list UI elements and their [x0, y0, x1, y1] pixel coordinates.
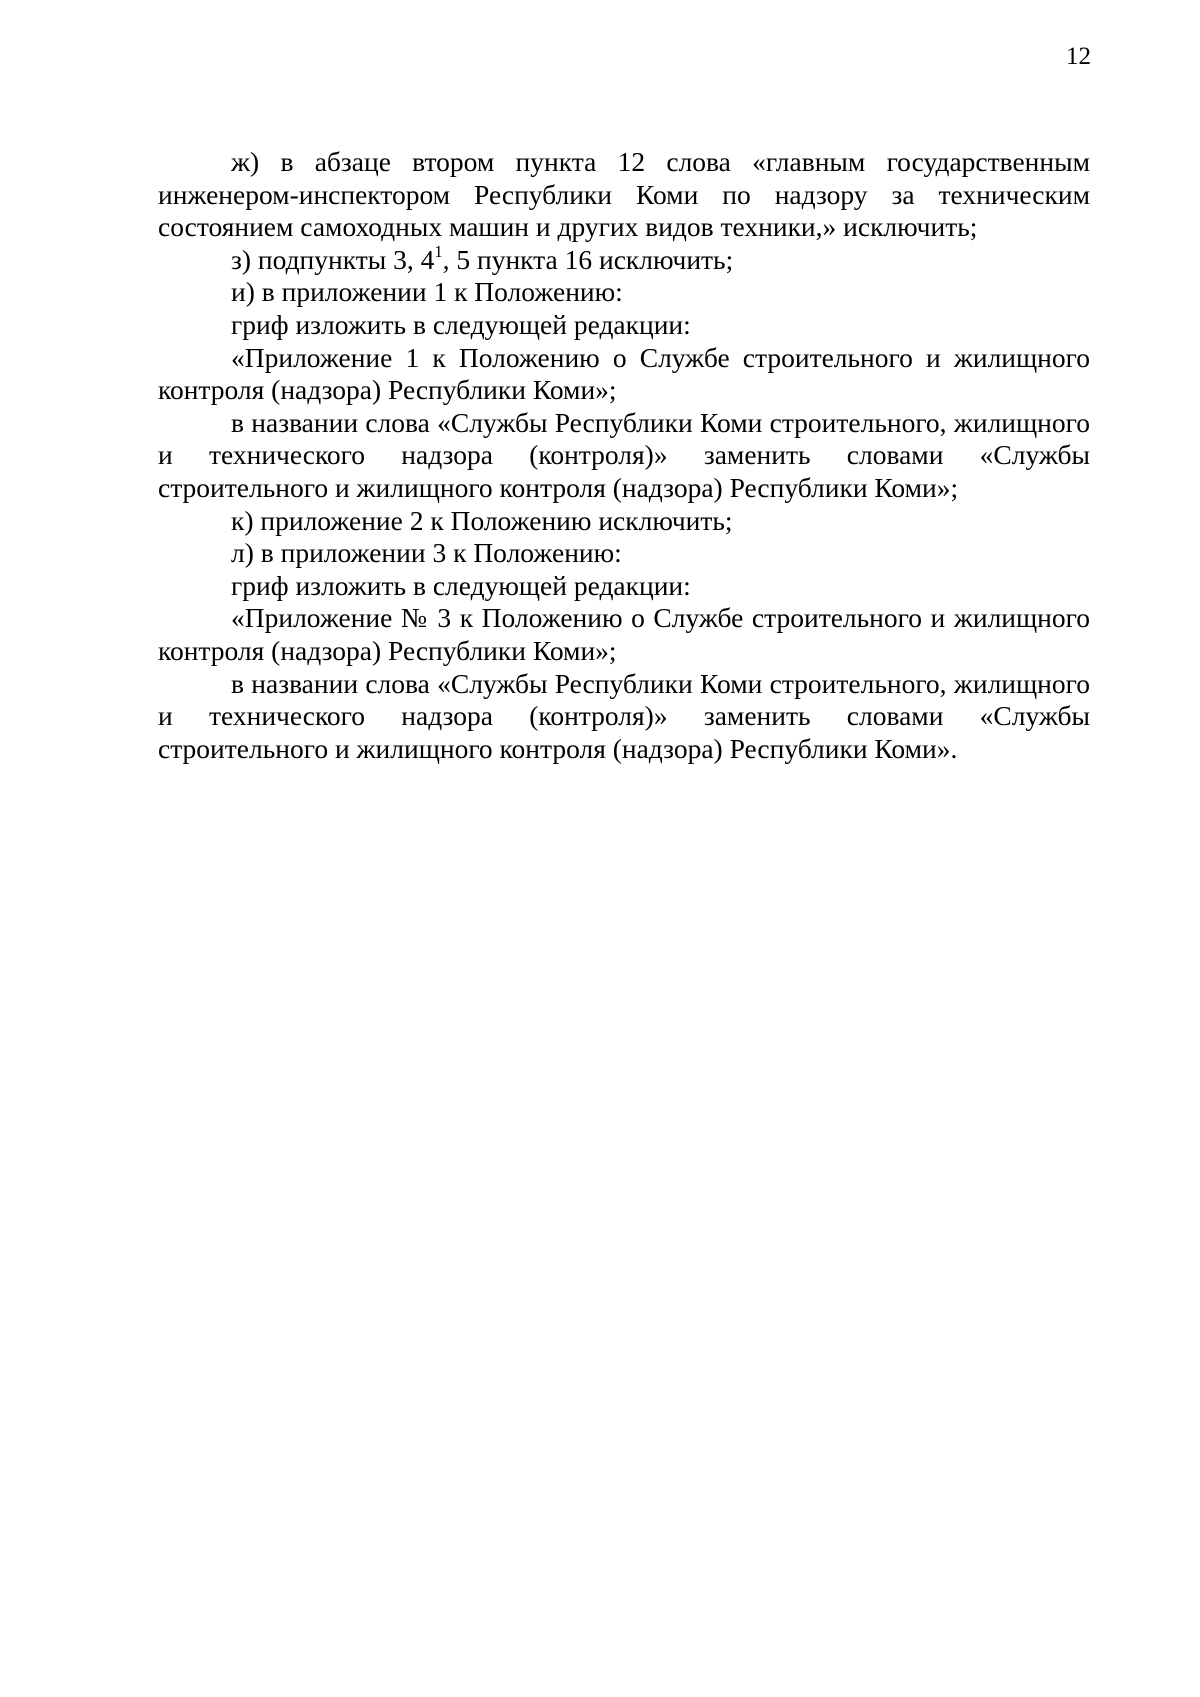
- paragraph-appendix-1-title: «Приложение 1 к Положению о Службе строительного и жилищного контроля (надзора) Республики Коми»;: [158, 341, 1090, 406]
- document-body: [158, 146, 1090, 765]
- paragraph-l: л) в приложении 3 к Положению:: [231, 537, 622, 569]
- page-number: 12: [1066, 43, 1091, 70]
- paragraph-z-start: з) подпункты 3, 4: [231, 243, 435, 275]
- paragraph-z-end: , 5 пункта 16 исключить;: [442, 243, 734, 275]
- paragraph-grif-1: гриф изложить в следующей редакции:: [231, 308, 691, 340]
- paragraph-zh: ж) в абзаце втором пункта 12 слова «главным государственным инженером-инспектором Республики Коми по надзору за техническим состоянием самоходных машин и других видов техники,» исключить;: [158, 146, 1090, 243]
- paragraph-k: к) приложение 2 к Положению исключить;: [231, 504, 733, 536]
- paragraph-name-change-3: в названии слова «Службы Республики Коми строительного, жилищного и технического надзора (контроля)» заменить словами «Службы строительного и жилищного контроля (надзора) Республики Коми».: [158, 667, 1090, 764]
- paragraph-i: и) в приложении 1 к Положению:: [231, 276, 623, 308]
- paragraph-grif-3: гриф изложить в следующей редакции:: [231, 569, 691, 601]
- superscript: 1: [434, 241, 443, 261]
- paragraph-appendix-3-title: «Приложение № 3 к Положению о Службе строительного и жилищного контроля (надзора) Республики Коми»;: [158, 602, 1090, 666]
- paragraph-z: [158, 241, 1090, 277]
- paragraph-name-change-1: в названии слова «Службы Республики Коми строительного, жилищного и технического надзора (контроля)» заменить словами «Службы строительного и жилищного контроля (надзора) Республики Коми»;: [158, 406, 1090, 503]
